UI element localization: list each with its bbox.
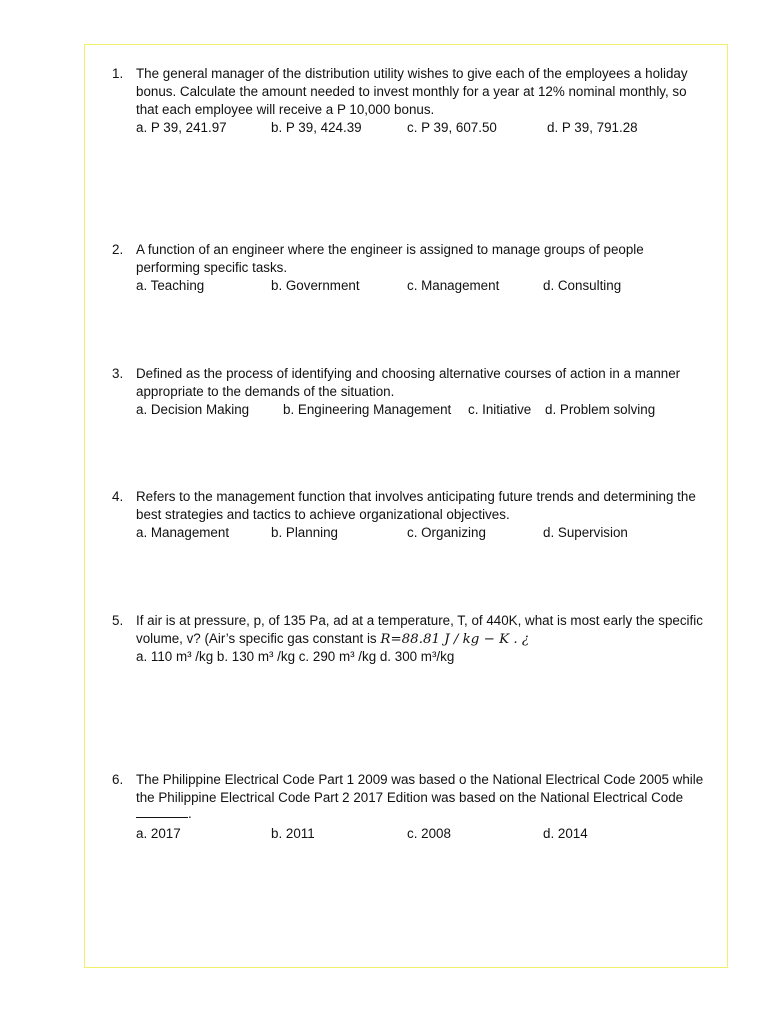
option-a: a. Teaching (136, 278, 205, 293)
question-number: 1. (112, 66, 124, 81)
question-number: 6. (112, 772, 124, 787)
option-b: b. P 39, 424.39 (271, 120, 362, 135)
option-c: c. 2008 (407, 826, 451, 841)
option-c: c. Initiative (468, 402, 532, 417)
option-d: d. P 39, 791.28 (547, 120, 638, 135)
option-d: d. 2014 (543, 826, 588, 841)
option-c: c. Organizing (407, 525, 486, 540)
question-text-line: performing specific tasks. (136, 260, 288, 275)
question-text-line: The Philippine Electrical Code Part 1 2009 was based o the National Electrical Code 2005 while (136, 772, 704, 787)
option-d: d. Problem solving (545, 402, 656, 417)
blank-suffix: . (188, 806, 192, 821)
option-c: c. P 39, 607.50 (407, 120, 497, 135)
option-a: a. 2017 (136, 826, 181, 841)
option-a: a. Management (136, 525, 230, 540)
question-text-line: appropriate to the demands of the situation. (136, 384, 395, 399)
option-b: b. Engineering Management (283, 402, 452, 417)
option-a: a. Decision Making (136, 402, 250, 417)
gas-constant-formula: R=88.81 J / kg − K . ¿ (380, 632, 530, 647)
question-text-line: the Philippine Electrical Code Part 2 2017 Edition was based on the National Electrical Code (136, 790, 684, 805)
question-text-line-with-formula (136, 630, 529, 649)
option-b: b. 2011 (271, 826, 315, 841)
question-text: volume, v? (Air’s specific gas constant is (136, 631, 381, 646)
option-d: d. Supervision (543, 525, 628, 540)
question-number: 3. (112, 366, 124, 381)
option-b: b. Government (271, 278, 360, 293)
question-text-line: best strategies and tactics to achieve organizational objectives. (136, 507, 510, 522)
options-line: a. 110 m³ /kg b. 130 m³ /kg c. 290 m³ /kg d. 300 m³/kg (136, 649, 455, 664)
question-number: 2. (112, 242, 124, 257)
question-text-line: If air is at pressure, p, of 135 Pa, ad at a temperature, T, of 440K, what is most early the specific (136, 613, 703, 628)
question-text-line: that each employee will receive a P 10,000 bonus. (136, 102, 435, 117)
question-text-line: bonus. Calculate the amount needed to invest monthly for a year at 12% nominal monthly, so (136, 84, 687, 99)
question-text-line: A function of an engineer where the engineer is assigned to manage groups of people (136, 242, 644, 257)
option-c: c. Management (407, 278, 500, 293)
option-b: b. Planning (271, 525, 339, 540)
question-text-line: Defined as the process of identifying and choosing alternative courses of action in a manner (136, 366, 681, 381)
question-text-line: The general manager of the distribution utility wishes to give each of the employees a holiday (136, 66, 688, 81)
question-number: 5. (112, 613, 124, 628)
option-d: d. Consulting (543, 278, 622, 293)
question-text-line: Refers to the management function that involves anticipating future trends and determining the (136, 489, 696, 504)
option-a: a. P 39, 241.97 (136, 120, 227, 135)
question-number: 4. (112, 489, 124, 504)
answer-blank (136, 805, 188, 818)
answer-blank-line (136, 805, 192, 823)
